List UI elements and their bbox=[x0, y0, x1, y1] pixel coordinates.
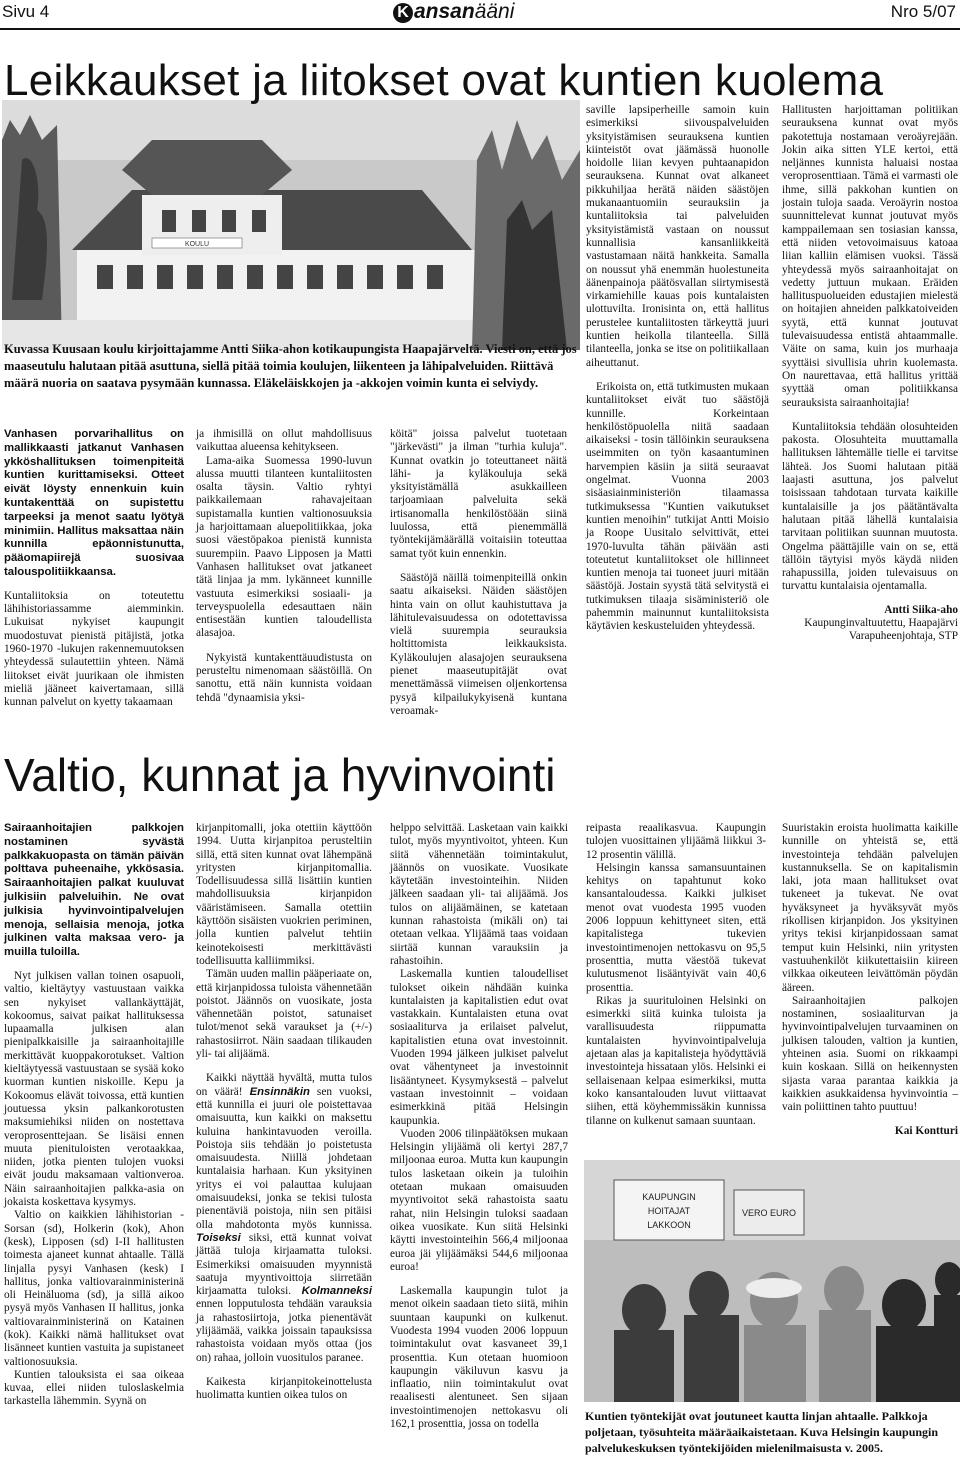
article1-c5-p1: Hallitusten harjoittaman politiikan seurauksena kunnat ovat myös pakotettuja nostamaan veroäyrejään. Jokin aika sitten YLE kertoi, että neljännes kunnista haluaisi nostaa veroprosenttiaan. Tämä ei varmasti ole ihme, sillä pakkohan kuntien on jostain tuloja saada. Veroäyrin nostoa suunnittelevat kunnat joutuvat myös kamppailemaan sen tosiasian kanssa, että niiden vetovoimaisuus katoaa liian kalliin elämisen vuoksi. Tässä yhteydessä myös sairaanhoitajat on vedetty juttuun mukaan. Eräiden hallituspuolueiden edustajien mielestä on hoitajien ahneiden palkkatoiveiden syytä, että kunnat joutuvat tulevaisuudessa entistä ahtaammalle. Väite on sama, kuin jos murhaaja syyttäisi sivullisia uhrin kuolemasta. On naurettavaa, että hallitus yrittää syyttää oman politiikkansa seurauksista sairaanhoitajia! bbox=[782, 104, 958, 409]
article1-column-3 bbox=[390, 428, 567, 718]
article2-column-2 bbox=[196, 822, 372, 1402]
article1-c5-p2: Kuntaliitoksia tehdään olosuhteiden pakosta. Olosuhteita muuttamalla hallituksen lähtemälle tielle ei tarvitse lähteä. Jos Suomi halutaan pitää laajasti asuttuna, jos palvelut toisissaan tahdotaan turvata kaikille kuntalaisille ja jos päätäntävalta halutaan pitää lähellä kuntalaisia tarvitaan politiikan suunnan muutosta. Ongelma päättäjille vain on se, että tällöin täytyisi myös käydä niiden rahapussilla, joiden tulevaisuus on turvattu kuntalaisia ojentamalla. bbox=[782, 420, 958, 593]
sign-text-1: KAUPUNGIN bbox=[642, 1192, 696, 1202]
article2-lead: Sairaanhoitajien palkkojen nostaminen syvästä palkkakuopasta on tämän päivän polttava puheenaihe, ykkösasia. Sairaanhoitajien palkat kuuluvat julkisiin palveluihin. Ne ovat julkisia hyvinvointipalvelujen menoja, sellaisia menoja, jotka julkinen valta maksaa vero- ja muilla tuloilla. bbox=[4, 822, 184, 959]
article1-c2-p1: ja ihmisillä on ollut mahdollisuus vaikuttaa alueensa kehitykseen. bbox=[196, 428, 372, 454]
article2-c3-p1: helppo selvittää. Lasketaan vain kaikki tulot, myös myyntivoitot, yhteen. Kun siitä vähennetään toimintakulut, jäännös on vuosikate. Vuosikate käytetään investointeihin. Niiden jälkeen saadaan yli- tai alijäämä. Jos tulos on alijäämäinen, se katetaan kunnan rahastoista (mikäli on) tai otetaan velkaa. Ylijäämä taas voidaan siirtää kunnan varauksiin ja rahastoihin. bbox=[390, 822, 568, 967]
article2-c2-p1: kirjanpitomalli, joka otettiin käyttöön 1994. Uutta kirjanpitoa perusteltiin sillä, että siten kunnat ovat lähempänä yritysten kirjanpitomallia. Todellisuudessa sillä lisättiin kuntien mahdollisuuksia kirjanpidon vääristämiseen. Samalla otettiin käyttöön sisäisten vuokrien periminen, jolla kuntien palvelut tehtiin keinotekoisesti merkittävästi todellisuutta kalliimmiksi. bbox=[196, 822, 372, 967]
article2-c3-p2: Laskemalla kuntien taloudelliset tulokset oikein nähdään kuinka kuntalaisten ja kapitalistien edut ovat vastakkain. Kuntalaisten etuna ovat sosiaaliturva ja erilaiset palvelut, kapitalistien etuna ovat investoinnit. Vuoden 1994 jälkeen julkiset palvelut ovat vähentyneet ja investoinnit lisääntyneet. Kysymyksestä – palvelut vastaan investoinnit – voidaan esimerkkinä pitää Helsingin kaupunkia. bbox=[390, 968, 568, 1127]
article2-c2-p3-d: ennen lopputulosta tehdään varauksia ja rahastosiirtoja, jotka pienentävät ylijäämää, vaikka joissain tapauksissa rahastoista voidaan myös ottaa (jos on) rahaa, jolloin vuositulos paranee. bbox=[196, 1298, 372, 1364]
article2-emph-1: Ensinnäkin bbox=[249, 1085, 310, 1098]
article2-title: Valtio, kunnat ja hyvinvointi bbox=[4, 749, 556, 801]
sign-text-4: VERO EURO bbox=[741, 1208, 797, 1218]
article2-emph-2: Toiseksi bbox=[196, 1231, 241, 1244]
article2-c2-p3-b: sen vuoksi, että kunnilla ei juuri ole poistettavaa omaisuutta, kun kaikki on maksettu kuluina hankintavuoden veroilla. Poistoja siis tehdään jo poistetusta omaisuudesta. Niillä johdetaan kuntalaisia harhaan. Kun yksityinen yritys ei voi palauttaa kulujaan omaisuudeksi, jonka se tekisi tulosta pienentäviä poistoja, niin sen pitäisi olla mahdotonta myös kunnissa. bbox=[196, 1085, 372, 1231]
logo-k-badge: K bbox=[393, 3, 413, 23]
article2-c1-p1: Nyt julkisen vallan toinen osapuoli, valtio, kieltäytyy vastuustaan vaikka sen nykyiset vallankäyttäjät, kokoomus, saivat paikat hallituksessa lupaamalla julkisen alan pienipalkkaisille ja sairaanhoitajille merkittävät kuoppakorotukset. Valtion kieltäytyessä vastuustaan se sysää koko kuorman kuntien niskoille. Kepu ja Kokoomus elävät toivossa, että kuntien joutuessa yksin palkankorotusten maksumiehiksi niiden on nostettava veroprosenttejaan. Se lisäisi ennen muuta pienituloisten verotaakkaa, niiden, jotka pienten tulojen vuoksi eivät joudu maksamaan valtionveroa. Näin sairaanhoitajien palkka-asia on jokaista koskettava kysymys. bbox=[4, 969, 184, 1209]
article2-signature: Kai Kontturi bbox=[894, 1124, 958, 1137]
sign-text-3: LAKKOON bbox=[647, 1220, 691, 1230]
article2-c4-p2: Helsingin kanssa samansuuntainen kehitys on tapahtunut koko kansantaloudessa. Kaikki julkiset menot ovat vuodesta 1995 vuoden 2006 loppuun kehittyneet siten, että kapitalistega tukevien investointimenojen nettokasvu on 95,5 prosenttia, mutta väestöä tukevat kulutusmenot lisääntyivät vain 40,6 prosenttia. bbox=[586, 861, 766, 994]
article2-c1-p2: Valtio on kaikkien lähihistorian - Sorsan (sd), Holkerin (kok), Ahon (kesk), Lipposen (sd) I-II hallitusten toimesta ajaneet kunnat ahtaalle. Tällä linjalla pysyi Vanhasen (kesk) I hallitus, jonka valtiovarainministerinä oli Heinäluoma (sd), ja sillä aikoo pysyä myös Vanhasen II hallitus, jonka valtiovarainministerinä on Katainen (kok). Kaikki nämä hallitukset ovat lisänneet kuntien vastuita ja supistaneet valtionosuuksia. bbox=[4, 1209, 184, 1368]
article2-column-3 bbox=[390, 822, 568, 1431]
article1-c3-p1: köitä" joissa palvelut tuotetaan "järkevästi" ja ilman "turhia kuluja". Kunnat ovatkin jo toteuttaneet näitä lähi- ja kyläkouluja sekä yksityistämällä asukkailleen tarjoamiaan palveluita sekä irtisanomalla henkilöstöään siinä luulossa, että pienemmällä työntekijämäärällä voitaisiin toteuttaa samat työt kuin ennenkin. bbox=[390, 428, 567, 560]
article1-author-role2: Varapuheenjohtaja, STP bbox=[848, 630, 958, 643]
masthead-logo bbox=[393, 0, 514, 24]
article1-author-name: Antti Siika-aho bbox=[884, 603, 958, 616]
article1-signature bbox=[782, 604, 958, 644]
sign-text-2: HOITAJAT bbox=[647, 1206, 691, 1216]
building-sign-text: KOULU bbox=[184, 241, 210, 248]
issue-number: Nro 5/07 bbox=[890, 2, 956, 21]
article1-c4-p2: Erikoista on, että tutkimusten mukaan kuntaliitokset eivät tuo säästöjä kunnille. Korkeintaan henkilöstöpuolella niitä saadaan aikaiseksi - tosin tällöinkin seurauksena useimmiten on työn kasaantuminen harvempien käsiin ja siitä seuraavat ongelmat. Vuonna 2003 sisäasiainministeriön tilaamassa tutkimuksessa "Kuntien vaikutukset kuntien menoihin" tutkijat Antti Moisio ja Roope Uusitalo selvittivät, ettei 1970-luvulta tähän päivään asti toteutetut kuntaliitokset ole hillinneet kuntien menoja tai tuoneet juuri mitään säästöjä. Jostain syystä tätä selvitystä ei tutkimuksen tilaaja sisäministeriö ole pahemmin mainunnut kuntaliitoksista käytävien keskusteluiden yhteydessä. bbox=[586, 380, 769, 633]
page-number-left: Sivu 4 bbox=[2, 2, 50, 21]
article1-c2-p3: Nykyistä kuntakenttäuudistusta on perusteltu nimenomaan säästöillä. On sanottu, että näin kunnista voidaan tehdä "dynaamisia yksi- bbox=[196, 651, 372, 704]
article1-photo-caption: Kuvassa Kuusaan koulu kirjoittajamme Antti Siika-ahon kotikaupungista Haapajärveltä. Viesti on, että jos maaseutulu halutaan pitää asuttuna, siellä pitää toimia koulujen, liikenteen ja lähipalveluiden. Riittävä määrä nuoria on saatava pysymään kunnassa. Eläkeläiskkojen ja -akkojen voimin kunta ei selviydy. bbox=[4, 342, 577, 390]
article2-c4-p3: Rikas ja suurituloinen Helsinki on esimerkki siitä kuinka tuloista ja varallisuudesta riippumatta kuntalaisten hyvinvointipalveluja ajetaan alas ja kapitalisteja hyödyttäviä investointeja hissataan ylös. Helsinki ei sellaisenaan kelpaa esimerkiksi, mutta koko kansantalouden luvut viittaavat siihen, että köyhemmissäkin kunnissa tilanne on kulkenut samaan suuntaan. bbox=[586, 994, 766, 1127]
article2-c5-p1: Suuristakin eroista huolimatta kaikille kunnille on yhteistä se, että investointeja tehdään palvelujen kustannuksella. Se on kapitalismin laki, jota maan hallitukset ovat tukeneet ja tukevat. Ne ovat hyväksyneet ja hyväksyvät myös rikollisen kirjanpidon. Jos yksityinen yritys tekisi kirjanpidossaan samat temput kuin Helsinki, niin yritysten vastuuhenkilöt kiikutettaisiin kiireen vilkkaa oikeuteen leivättömän pöydän ääreen. bbox=[782, 822, 958, 994]
article1-column-5 bbox=[782, 104, 958, 644]
article1-column-1 bbox=[4, 428, 184, 709]
article1-column-2 bbox=[196, 428, 372, 705]
article2-column-5 bbox=[782, 822, 958, 1138]
article2-c2-p2: Tämän uuden mallin pääperiaate on, että kirjanpidossa tuloista vähennetään poistot. Jäännös on vuosikate, josta vähennetään poistot, satunaiset tulot/menot sekä varaukset ja (+/-) rahastosiirrot. Näin saadaan tilikauden yli- tai alijäämä. bbox=[196, 968, 372, 1061]
header-rule bbox=[0, 28, 960, 30]
article1-c2-p2: Lama-aika Suomessa 1990-luvun alussa muutti tilanteen kuntaliitosten osalta täysin. Valtio ryhtyi paikkailemaan rahavajeitaan supistamalla kuntien valtionosuuksia ja harjoittamaan aluepolitiikkaa, joka suosi väestöpakoa pienistä kunnista suurempiin. Paavo Lipposen ja Matti Vanhasen hallitukset ovat jatkaneet tätä linjaa ja mm. lykänneet kunnille vastuuta esimerkiksi sosiaali- ja terveyspuolella edesauttaen näin entisestään kuntien taloudellista alasajoa. bbox=[196, 454, 372, 640]
article2-c1-p3: Kuntien talouksista ei saa oikeaa kuvaa, ellei niiden tuloslaskelmia tarkastella lähemmin. Syynä on bbox=[4, 1368, 184, 1408]
article2-column-1 bbox=[4, 822, 184, 1409]
article2-c2-p3 bbox=[196, 1072, 372, 1365]
article2-c2-p4: Kaikesta kirjanpitokeinottelusta huolimatta kuntien oikea tulos on bbox=[196, 1375, 372, 1402]
logo-aani: ääni bbox=[474, 0, 515, 23]
article2-c4-p1: reipasta reaalikasvua. Kaupungin tulojen vuosittainen ylijäämä liikkui 3-12 prosentin välillä. bbox=[586, 822, 766, 861]
article1-author-role: Kaupunginvaltuutettu, Haapajärvi bbox=[804, 616, 958, 629]
article1-column-4 bbox=[586, 104, 769, 634]
article2-c2-p3-c: siksi, että kunnat voivat jättää tuloja kirjaamatta tuloksi. Esimerkiksi omaisuuden myynnistä saatuja myyntivoittoja siirretään kirjaamatta tuloksi. bbox=[196, 1231, 372, 1298]
school-building-photo bbox=[2, 100, 580, 350]
article2-c3-p3: Vuoden 2006 tilinpäätöksen mukaan Helsingin ylijäämä oli kertyi 287,7 miljoonaa euroa. Mutta kun kaupungin tulos lasketaan oikein ja tuloihin otetaan mukaan omaisuuden myyntivoitot sekä rahastoista saatu rahat, niin Helsingin tuloksi saadaan oikea vuosikate. Kun siitä Helsinki käytti investointeihin 566,4 miljoonaa euroa jäi ylijäämäksi 544,6 miljoonaa euroa! bbox=[390, 1127, 568, 1273]
article1-c1-p1: Kuntaliitoksia on toteutettu lähihistoriassamme aiemminkin. Lukuisat nykyiset kaupungit muodostuvat pienistä pitäjistä, jotka 1960-1970 -lukujen rakennemuutoksen yhteydessä sulautettiin yhteen. Nämä liitokset eivät juurikaan ole ihmisten mieliä jääneet kaivertamaan, sillä kunnan palvelut on kyetty takaamaan bbox=[4, 589, 184, 709]
logo-ansan: ansan bbox=[414, 0, 475, 23]
article1-title: Leikkaukset ja liitokset ovat kuntien kuolema bbox=[4, 56, 884, 105]
demonstration-photo bbox=[584, 1160, 960, 1402]
article2-c2-p3-a: Kaikki näyttää hyvältä, mutta tulos on väärä! bbox=[196, 1072, 372, 1098]
article1-c4-p1: saville lapsiperheille samoin kuin esimerkiksi siivouspalveluiden yksityistämisen seurauksena kuntien kiinteistöt ovat jäämässä huonolle hoidolle liian kevyen puhtaanapidon seurauksena. Kunnat ovat alkaneet pikkuhiljaa herätä näiden säästöjen mukanaantuomiin seurauksiin ja kuntaliitoksia tai palveluiden yksityistämistä vastaan on noussut kunnallisia kansanliikkeitä vastustamaan näitä hankkeita. Samalla on noussut yhä enemmän huolestuneita äänenpainoja päätösvallan siirtymisestä virkamiehille kauas pois kuntalaisten ulottuvilta. Ironisinta on, että hallitus perustelee kuntaliitosten tärkeyttä juuri kuntien heikolla tilanteella. Sillä tilanteella, jonka se itse on politiikallaan aiheuttanut. bbox=[586, 104, 769, 369]
article2-column-4 bbox=[586, 822, 766, 1128]
article1-c3-p2: Säästöjä näillä toimenpiteillä onkin saatu aikaiseksi. Näiden säästöjen hinta vain on ollut kauhistuttava ja lähitulevaisuudessa on odotettavissa vielä suurempia seurauksia holtittomista leikkauksista. Kyläkoulujen alasajojen seurauksena pienet maaseutupitäjät ovat menettämässä viimeisen oljenkortensa pysyä kilpailukykyisenä kuntana veroamak- bbox=[390, 571, 567, 717]
article2-emph-3: Kolmanneksi bbox=[301, 1285, 372, 1298]
demonstration-photo-caption: Kuntien työntekijät ovat joutuneet kautta linjan ahtaalle. Palkkoja poljetaan, työsuhteita määräaikaistetaan. Kuva Helsingin kaupungin palvelukeskuksen työntekijöiden mielenilmaisusta v. 2005. bbox=[585, 1409, 939, 1455]
article2-c5-p2: Sairaanhoitajien palkojen nostaminen, sosiaaliturvan ja hyvinvointipalvelujen turvaaminen on julkisen talouden, valtion ja kuntien, yhteinen asia. Suomi on rikkaampi kuin koskaan. Sillä on heikennysten sijasta varaa parantaa kaikkia ja kaikkien asukkaidensa hyvinvointia – vain poliittinen tahto puuttuu! bbox=[782, 994, 958, 1114]
article2-c3-p4: Laskemalla kaupungin tulot ja menot oikein saadaan tieto siitä, mihin suuntaan kaupunki on kulkenut. Vuodesta 1994 vuoden 2006 loppuun toimintakulut ovat kasvaneet 39,1 prosenttia. Kun otetaan huomioon kaupungin väkiluvun kasvu ja inflaatio, niin toimintakulut ovat reaalisesti alentuneet. Sen sijaan investointimenojen nettokasvu oli 162,1 prosenttia, jossa on todella bbox=[390, 1285, 568, 1431]
article1-lead: Vanhasen porvarihallitus on mallikkaasti jatkanut Vanhasen ykköshallituksen toimenpiteitä kuntien kurittamiseksi. Otteet eivät löysty ennenkuin kuin kuntakenttää on supistettu tarpeeksi ja menot saatu lyötyä minimiin. Hallitus maksattaa näin kunnilla epäonnistunutta, pääomapiirejä suosivaa talouspolitiikkaansa. bbox=[4, 428, 184, 578]
